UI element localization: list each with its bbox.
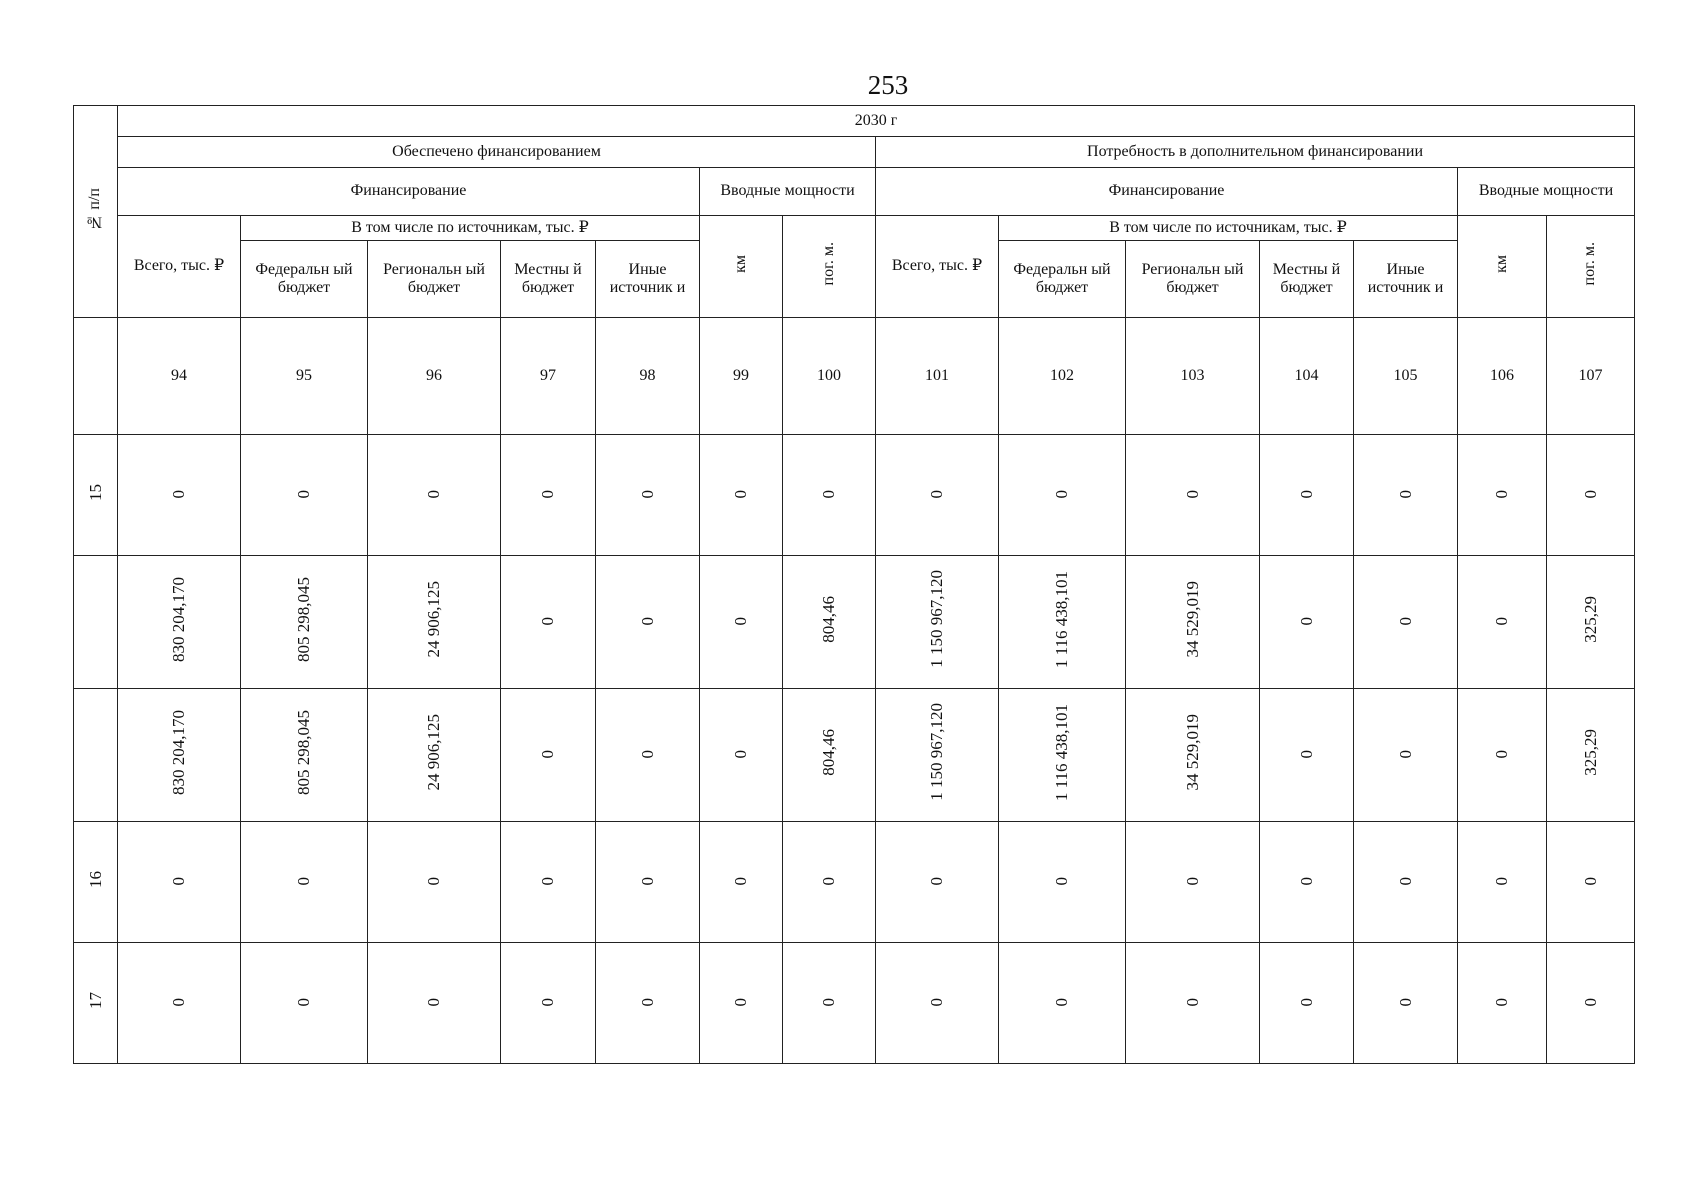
value-cell: 0 [783, 435, 876, 556]
column-number: 96 [368, 318, 501, 435]
lin-m-header: пог. м. [783, 216, 876, 318]
value-cell: 0 [700, 689, 783, 822]
value-cell: 24 906,125 [368, 556, 501, 689]
value-cell: 0 [501, 556, 596, 689]
federal-header: Федеральн ый бюджет [241, 241, 368, 318]
column-number: 98 [596, 318, 700, 435]
row-number-cell: 15 [74, 435, 118, 556]
km-header: км [1458, 216, 1547, 318]
value-cell: 0 [1547, 943, 1635, 1064]
value-cell: 0 [118, 943, 241, 1064]
value-cell: 0 [1260, 822, 1354, 943]
value-cell: 0 [1126, 435, 1260, 556]
secured-header: Обеспечено финансированием [118, 137, 876, 168]
value-cell: 0 [876, 435, 999, 556]
value-cell: 0 [700, 556, 783, 689]
column-number: 99 [700, 318, 783, 435]
column-number: 105 [1354, 318, 1458, 435]
value-cell: 0 [596, 943, 700, 1064]
value-cell: 0 [241, 822, 368, 943]
financing-table [73, 105, 1635, 1064]
total-header: Всего, тыс. ₽ [118, 216, 241, 318]
total-header: Всего, тыс. ₽ [876, 216, 999, 318]
value-cell: 325,29 [1547, 556, 1635, 689]
table-row [74, 689, 1635, 822]
value-cell: 0 [1126, 943, 1260, 1064]
capacity-header: Вводные мощности [1458, 168, 1635, 216]
lin-m-header: пог. м. [1547, 216, 1635, 318]
value-cell: 805 298,045 [241, 689, 368, 822]
column-number: 107 [1547, 318, 1635, 435]
need-header: Потребность в дополнительном финансировании [876, 137, 1635, 168]
row-number-cell: 17 [74, 943, 118, 1064]
value-cell: 0 [999, 435, 1126, 556]
table-row [74, 435, 1635, 556]
value-cell: 804,46 [783, 556, 876, 689]
row-number-cell [74, 689, 118, 822]
value-cell: 0 [1458, 943, 1547, 1064]
km-header: км [700, 216, 783, 318]
value-cell: 0 [1547, 435, 1635, 556]
value-cell: 0 [596, 556, 700, 689]
value-cell: 0 [1260, 556, 1354, 689]
year-header: 2030 г [118, 106, 1635, 137]
column-number: 97 [501, 318, 596, 435]
financing-header: Финансирование [118, 168, 700, 216]
row-number-header: № п/п [74, 106, 118, 318]
page-number: 253 [867, 70, 909, 100]
regional-header: Региональн ый бюджет [368, 241, 501, 318]
value-cell: 34 529,019 [1126, 556, 1260, 689]
value-cell: 0 [1458, 822, 1547, 943]
value-cell: 0 [1458, 556, 1547, 689]
sources-header: В том числе по источникам, тыс. ₽ [999, 216, 1458, 241]
value-cell: 34 529,019 [1126, 689, 1260, 822]
value-cell: 830 204,170 [118, 556, 241, 689]
local-header: Местны й бюджет [501, 241, 596, 318]
value-cell: 0 [1260, 689, 1354, 822]
value-cell: 0 [1354, 556, 1458, 689]
value-cell: 1 150 967,120 [876, 689, 999, 822]
value-cell: 0 [1354, 689, 1458, 822]
value-cell: 0 [241, 943, 368, 1064]
column-number: 94 [118, 318, 241, 435]
value-cell: 0 [700, 822, 783, 943]
column-number [74, 318, 118, 435]
value-cell: 0 [1458, 435, 1547, 556]
column-number: 104 [1260, 318, 1354, 435]
value-cell: 0 [783, 943, 876, 1064]
regional-header: Региональн ый бюджет [1126, 241, 1260, 318]
column-number: 101 [876, 318, 999, 435]
value-cell: 1 150 967,120 [876, 556, 999, 689]
column-number: 95 [241, 318, 368, 435]
value-cell: 0 [118, 435, 241, 556]
value-cell: 0 [501, 943, 596, 1064]
value-cell: 0 [1260, 435, 1354, 556]
column-number: 106 [1458, 318, 1547, 435]
value-cell: 0 [501, 435, 596, 556]
financing-header: Финансирование [876, 168, 1458, 216]
sources-header: В том числе по источникам, тыс. ₽ [241, 216, 700, 241]
table-row [74, 943, 1635, 1064]
row-number-cell [74, 556, 118, 689]
value-cell: 0 [1547, 822, 1635, 943]
value-cell: 0 [241, 435, 368, 556]
value-cell: 0 [118, 822, 241, 943]
value-cell: 0 [501, 822, 596, 943]
value-cell: 0 [368, 822, 501, 943]
column-number: 103 [1126, 318, 1260, 435]
value-cell: 0 [1126, 822, 1260, 943]
table-row [74, 822, 1635, 943]
column-number: 100 [783, 318, 876, 435]
value-cell: 804,46 [783, 689, 876, 822]
value-cell: 24 906,125 [368, 689, 501, 822]
value-cell: 0 [368, 435, 501, 556]
value-cell: 0 [999, 822, 1126, 943]
value-cell: 0 [1354, 435, 1458, 556]
value-cell: 830 204,170 [118, 689, 241, 822]
value-cell: 0 [1354, 822, 1458, 943]
table-row [74, 556, 1635, 689]
value-cell: 0 [501, 689, 596, 822]
local-header: Местны й бюджет [1260, 241, 1354, 318]
column-number: 102 [999, 318, 1126, 435]
value-cell: 0 [1458, 689, 1547, 822]
value-cell: 0 [876, 822, 999, 943]
value-cell: 0 [596, 435, 700, 556]
value-cell: 0 [999, 943, 1126, 1064]
value-cell: 0 [700, 943, 783, 1064]
value-cell: 805 298,045 [241, 556, 368, 689]
value-cell: 1 116 438,101 [999, 556, 1126, 689]
capacity-header: Вводные мощности [700, 168, 876, 216]
row-number-cell: 16 [74, 822, 118, 943]
value-cell: 0 [1354, 943, 1458, 1064]
other-header: Иные источник и [596, 241, 700, 318]
federal-header: Федеральн ый бюджет [999, 241, 1126, 318]
value-cell: 325,29 [1547, 689, 1635, 822]
value-cell: 0 [876, 943, 999, 1064]
other-header: Иные источник и [1354, 241, 1458, 318]
value-cell: 0 [783, 822, 876, 943]
value-cell: 0 [1260, 943, 1354, 1064]
column-number-row [74, 318, 1635, 435]
value-cell: 0 [596, 822, 700, 943]
value-cell: 0 [368, 943, 501, 1064]
value-cell: 0 [596, 689, 700, 822]
value-cell: 0 [700, 435, 783, 556]
value-cell: 1 116 438,101 [999, 689, 1126, 822]
